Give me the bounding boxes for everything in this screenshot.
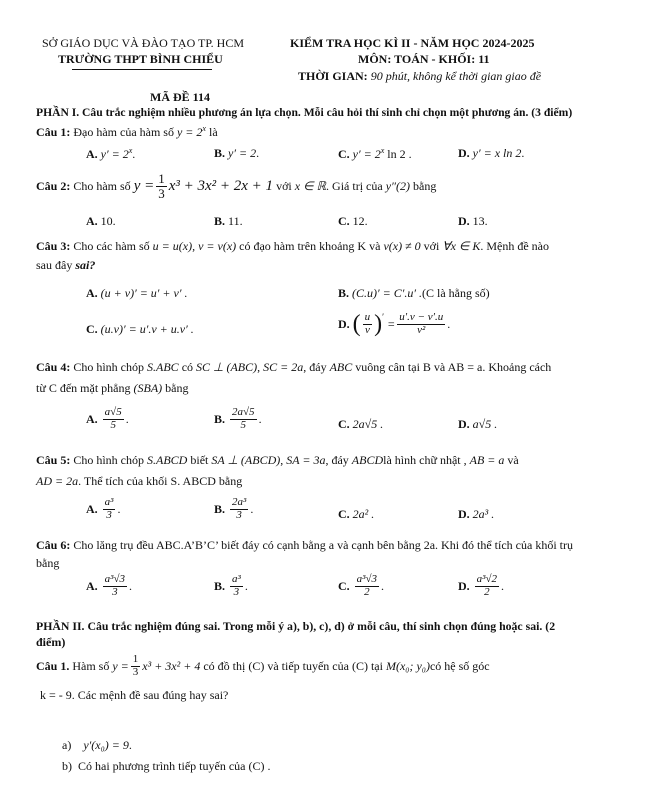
part2-heading-cont: điểm) xyxy=(36,635,66,649)
q1-option-a[interactable]: A. $y' = 2^x$. xyxy=(86,146,136,161)
q3-option-d[interactable]: D. ( $\frac{u}{v}$ ) ′ = $\frac{u'.v - v'.u}{\text{v²}}$ . xyxy=(338,311,451,338)
question-4-line2: từ C đến mặt phẳng (SBA) bằng xyxy=(36,381,189,395)
question-6: Câu 6: Cho lăng trụ đều ABC.A’B’C’ biết đáy có cạnh bằng a và cạnh bên bằng 2a. Khi đó thể tích của khối trụ xyxy=(36,538,573,552)
pyramid-name: S.ABC xyxy=(147,360,179,374)
question-tail: bằng xyxy=(413,178,437,193)
question-3-line2 xyxy=(36,258,95,273)
q3-option-b[interactable]: B. (C.u)′ = C′.u′ .(C là hằng số) xyxy=(338,286,490,300)
q4-option-c[interactable]: C. 2a√5 . xyxy=(338,417,384,431)
question-text: , đáy xyxy=(303,360,327,374)
part2-question-1: Câu 1. Hàm số y = $\frac{1}{3}$ x³ + 3x² + 4 có đồ thị (C) và tiếp tuyến của (C) tại M(x₀; y₀) có hệ số góc xyxy=(36,653,490,678)
question-5: Câu 5: Cho hình chóp S.ABCD biết SA ⊥ (ABCD), SA = 3a, đáy ABCDlà hình chữ nhật , AB = a và xyxy=(36,453,519,467)
q5-option-b[interactable]: B. $\frac{\text{2a³}}{3}$ . xyxy=(214,496,254,521)
ask-text: . Giá trị của xyxy=(326,178,383,193)
functions: u = u(x), v = v(x) xyxy=(152,239,237,253)
part2-question-1-line2: k = - 9. Các mệnh đề sau đúng hay sai? xyxy=(40,688,229,702)
question-label: Câu 1. xyxy=(36,658,70,673)
function-expr: $y = 2^x$ xyxy=(176,124,206,139)
subject-grade: MÔN: TOÁN - KHỐI: 11 xyxy=(358,52,490,66)
time-value: 90 phút, không kể thời gian giao đề xyxy=(370,69,542,83)
question-label: Câu 1: xyxy=(36,125,71,139)
question-3 xyxy=(36,239,549,254)
question-label: Câu 2: xyxy=(36,178,71,193)
q5-option-a[interactable]: A. $\frac{\text{a³}}{3}$ . xyxy=(86,496,121,521)
statement-a[interactable]: a) y′(x₀) = 9. xyxy=(62,738,132,752)
exam-title: KIỂM TRA HỌC KÌ II - NĂM HỌC 2024-2025 xyxy=(290,36,535,50)
condition: v(x) ≠ 0 xyxy=(383,239,421,253)
q6-option-c[interactable]: C. $\frac{\text{a³√3}}{2}$ . xyxy=(338,573,385,598)
part1-heading: PHẦN I. Câu trắc nghiệm nhiều phương án lựa chọn. Mỗi câu hỏi thí sinh chỉ chọn một phương án. (3 điểm) xyxy=(36,106,573,119)
question-6-line2: bằng xyxy=(36,556,60,570)
q6-option-b[interactable]: B. $\frac{\text{a³}}{3}$ . xyxy=(214,573,248,598)
q5-option-c[interactable]: C. 2a² . xyxy=(338,507,375,521)
q4-option-a[interactable]: A. $\frac{a√5}{5}$ . xyxy=(86,406,129,431)
domain: x ∈ ℝ xyxy=(294,178,327,193)
exam-code: MÃ ĐỀ 114 xyxy=(150,90,210,104)
question-label: Câu 5: xyxy=(36,453,71,467)
school-name: TRƯỜNG THPT BÌNH CHIỂU xyxy=(58,52,223,66)
question-4: Câu 4: Cho hình chóp S.ABC có SC ⊥ (ABC), SC = 2a, đáy ABC vuông cân tại B và AB = a. Khoảng cách xyxy=(36,360,552,374)
question-text: có đạo hàm trên khoảng K và xyxy=(239,239,381,253)
question-1 xyxy=(36,124,218,140)
base-name: ABC xyxy=(329,360,353,374)
q6-option-d[interactable]: D. $\frac{\text{a³√2}}{2}$ . xyxy=(458,573,505,598)
perpendicular: SC ⊥ (ABC) xyxy=(196,360,258,374)
with-word: với xyxy=(276,178,292,193)
q2-option-a[interactable]: A. 10. xyxy=(86,214,116,228)
q2-option-c[interactable]: C. 12. xyxy=(338,214,368,228)
question-text: . Mệnh đề nào xyxy=(480,239,550,253)
question-label: Câu 6: xyxy=(36,538,71,552)
statement-b[interactable]: b) Có hai phương trình tiếp tuyến của (C) . xyxy=(62,759,271,773)
emphasis-word: sai? xyxy=(75,258,96,272)
q2-option-d[interactable]: D. 13. xyxy=(458,214,488,228)
q4-option-d[interactable]: D. a√5 . xyxy=(458,417,498,431)
q6-option-a[interactable]: A. $\frac{\text{a³√3}}{3}$ . xyxy=(86,573,133,598)
question-text: với xyxy=(423,239,440,253)
question-text: Cho hàm số xyxy=(73,178,131,193)
question-text: Cho hình chóp xyxy=(73,360,145,374)
question-label: Câu 3: xyxy=(36,239,71,253)
question-2 xyxy=(36,172,436,200)
q4-option-b[interactable]: B. $\frac{2a√5}{5}$ . xyxy=(214,406,262,431)
question-text: Cho các hàm số xyxy=(73,239,150,253)
question-label: Câu 4: xyxy=(36,360,71,374)
question-tail: là xyxy=(208,125,218,139)
q3-option-c[interactable]: C. (u.v)′ = u′.v + u.v′ . xyxy=(86,322,194,336)
q2-option-b[interactable]: B. 11. xyxy=(214,214,243,228)
q3-option-a[interactable]: A. (u + v)′ = u′ + v′ . xyxy=(86,286,188,300)
department-name: SỞ GIÁO DỤC VÀ ĐÀO TẠO TP. HCM xyxy=(42,36,245,50)
condition: ∀x ∈ K xyxy=(442,239,481,253)
q1-option-d[interactable]: D. y′ = x ln 2. xyxy=(458,146,525,160)
fraction: $\frac{1}{3}$ xyxy=(158,171,165,201)
edge-length: SC = 2a xyxy=(263,360,304,374)
time-label: THỜI GIAN: xyxy=(298,69,368,83)
second-derivative: y″(2) xyxy=(385,178,411,193)
polynomial: x³ + 3x² + 2x + 1 xyxy=(168,177,274,194)
school-underline xyxy=(72,69,212,70)
q1-option-b[interactable]: B. y′ = 2. xyxy=(214,146,260,160)
question-text: có xyxy=(181,360,194,374)
part2-heading: PHẦN II. Câu trắc nghiệm đúng sai. Trong mỗi ý a), b), c), d) ở mỗi câu, thí sinh chọn đúng hoặc sai. (2 xyxy=(36,619,556,633)
question-5-line2: AD = 2a. Thể tích của khối S. ABCD bằng xyxy=(36,474,243,488)
y-equals: y = xyxy=(133,177,155,194)
question-text: vuông cân tại B và AB = a. Khoảng cách xyxy=(355,360,552,374)
q1-option-c[interactable]: C. $y' = 2^x$ ln 2 . xyxy=(338,146,412,161)
q5-option-d[interactable]: D. 2a³ . xyxy=(458,507,495,521)
exam-time xyxy=(298,69,541,84)
question-text: sau đây xyxy=(36,258,73,272)
question-text: Đạo hàm của hàm số xyxy=(73,125,174,139)
